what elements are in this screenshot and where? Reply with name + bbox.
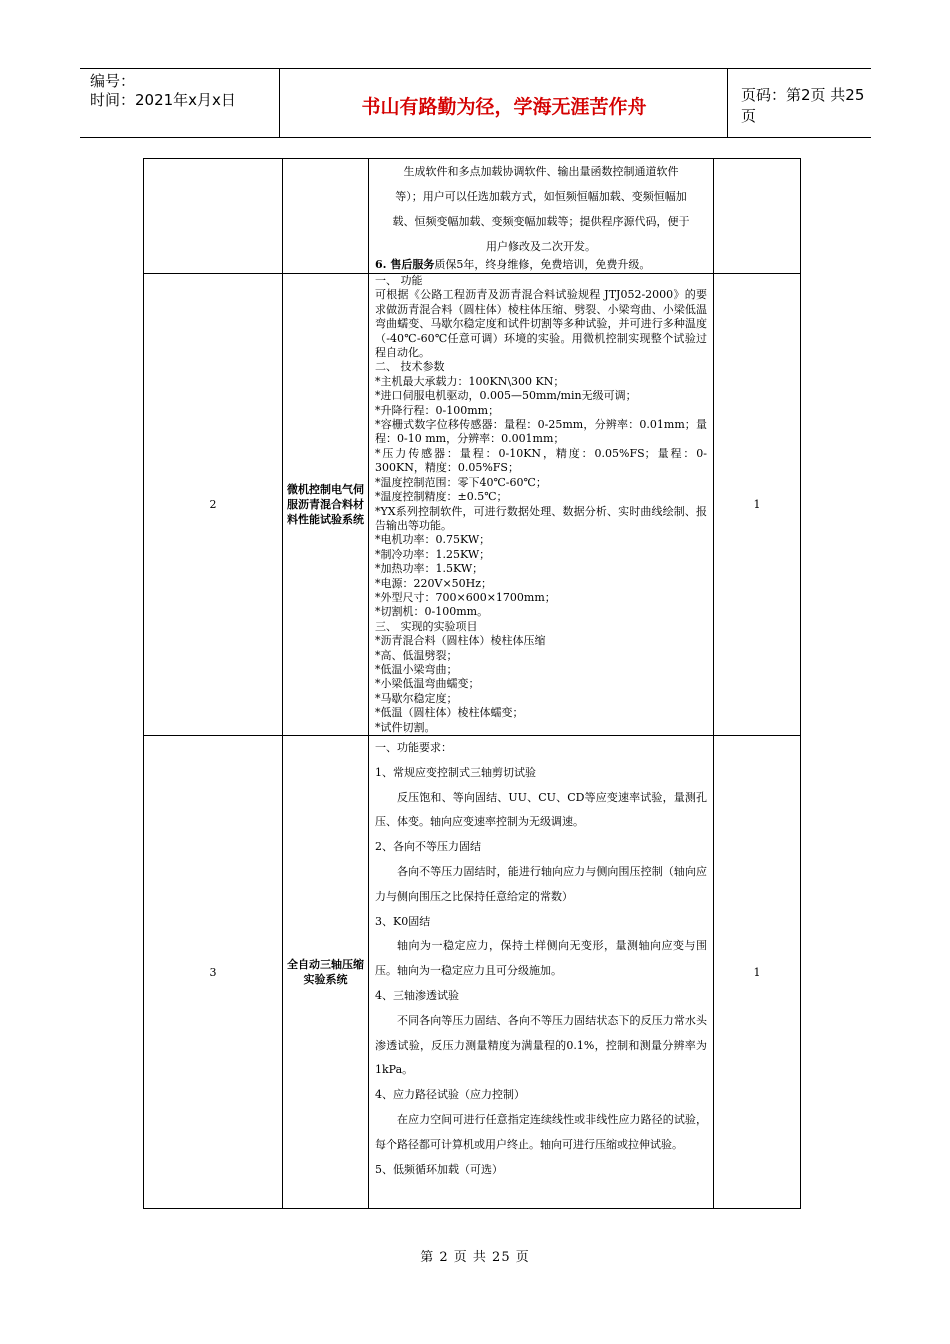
desc-line: 等）；用户可以任选加载方式，如恒频恒幅加载、变频恒幅加 [395,190,687,203]
table-row [144,736,801,1209]
page-header [80,68,871,138]
desc-line: 3、K0固结 [375,914,431,928]
desc-line: *温度控制范围：零下40℃-60℃； [375,475,547,489]
equipment-table [143,158,801,1209]
after-sales-service [375,259,707,271]
table-row [144,274,801,736]
desc-line: *小梁低温弯曲蠕变； [375,677,480,691]
desc-line: *温度控制精度：±0.5℃； [375,490,508,504]
desc-line: *主机最大承载力：100KN\300 KN； [375,374,565,388]
row-index: 3 [144,736,283,1209]
row-index: 2 [144,274,283,736]
desc-line: *升降行程：0-100mm； [375,403,500,417]
table-row [144,159,801,274]
desc-line: *试件切割。 [375,720,436,734]
desc-line: *低温（圆柱体）棱柱体蠕变； [375,706,524,720]
desc-line: 5、低频循环加载（可选） [375,1162,503,1176]
row-index [144,159,283,274]
desc-line: 不同各向等压力固结、各向不等压力固结状态下的反压力常水头渗透试验，反压力测量精度为满量程的0.1%，控制和测量分辨率为1kPa。 [375,1013,707,1077]
desc-line: *高、低温劈裂； [375,648,458,662]
desc-line: *切割机：0-100mm。 [375,605,489,619]
desc-line: 载、恒频变幅加载、变频变幅加载等；提供程序源代码，便于 [392,215,690,228]
desc-line: *YX系列控制软件，可进行数据处理、数据分析、实时曲线绘制、报告输出等功能。 [375,504,707,532]
desc-line: *制冷功率：1.25KW； [375,547,491,561]
doc-code: 编号： [90,72,136,90]
desc-line: *压力传感器：量程：0-10KN，精度：0.05%FS；量程：0-300KN，精度：0.05%FS； [375,446,707,475]
row-description [369,159,714,274]
desc-line: *容栅式数字位移传感器：量程：0-25mm，分辨率：0.01mm；量程：0-10 mm，分辨率：0.001mm； [375,418,707,446]
row-name [283,159,369,274]
row-description [369,736,714,1209]
desc-line: 2、各向不等压力固结 [375,840,481,854]
desc-line: *电源：220V×50Hz； [375,576,493,590]
header-page-number: 页码：第2页 共25页 [741,85,865,125]
desc-line: *马歇尔稳定度； [375,691,458,705]
service-title: 6. 售后服务 [375,258,435,271]
service-text: 质保5年，终身维修，免费培训，免费升级。 [434,258,651,271]
row-quantity: 1 [714,736,801,1209]
desc-line: *电机功率：0.75KW； [375,533,491,547]
desc-line: 生成软件和多点加载协调软件、输出量函数控制通道软件 [403,165,679,178]
desc-line: 一、 功能 [375,274,423,287]
desc-line: 一、功能要求： [375,741,452,754]
row-name: 全自动三轴压缩实验系统 [283,736,369,1209]
row-description [369,274,714,736]
desc-line: *进口伺服电机驱动，0.005—50mm/min无级可调； [375,389,637,403]
row-quantity [714,159,801,274]
header-meta [80,69,280,137]
desc-line: *低温小梁弯曲； [375,662,458,676]
desc-line: 在应力空间可进行任意指定连续线性或非线性应力路径的试验，每个路径都可计算机或用户终止。轴向可进行压缩或拉伸试验。 [375,1112,707,1151]
row-name: 微机控制电气伺服沥青混合料材料性能试验系统 [283,274,369,736]
desc-line: 可根据《公路工程沥青及沥青混合料试验规程 JTJ052-2000》的要求做沥青混合料（圆柱体）棱柱体压缩、劈裂、小梁弯曲、小梁低温弯曲蠕变、马歇尔稳定度和试件切割等多种试验，并可进行多种温度（-40℃-60℃任意可调）环境的实验。用微机控制实现整个试验过程自动化。 [375,288,707,360]
desc-line: *加热功率：1.5KW； [375,562,484,576]
desc-line: *外型尺寸：700×600×1700mm； [375,590,556,604]
page-footer: 第 2 页 共 25 页 [420,1250,530,1265]
desc-line: 三、 实现的实验项目 [375,619,478,633]
desc-line: 4、三轴渗透试验 [375,988,459,1002]
row-quantity: 1 [714,274,801,736]
doc-date: 时间：2021年x月x日 [90,91,236,109]
desc-line: 1、常规应变控制式三轴剪切试验 [375,765,536,779]
desc-line: 轴向为一稳定应力，保持土样侧向无变形，量测轴向应变与围压。轴向为一稳定应力且可分级施加。 [375,939,707,978]
desc-line: 用户修改及二次开发。 [486,240,596,253]
desc-line: 反压饱和、等向固结、UU、CU、CD等应变速率试验，量测孔压、体变。轴向应变速率控制为无级调速。 [375,790,707,829]
desc-line: 各向不等压力固结时，能进行轴向应力与侧向围压控制（轴向应力与侧向围压之比保持任意给定的常数） [375,864,707,903]
desc-line: 二、 技术参数 [375,360,445,374]
header-motto: 书山有路勤为径，学海无涯苦作舟 [281,69,728,137]
desc-line: 4、应力路径试验（应力控制） [375,1088,525,1102]
desc-line: *沥青混合料（圆柱体）棱柱体压缩 [375,634,546,648]
